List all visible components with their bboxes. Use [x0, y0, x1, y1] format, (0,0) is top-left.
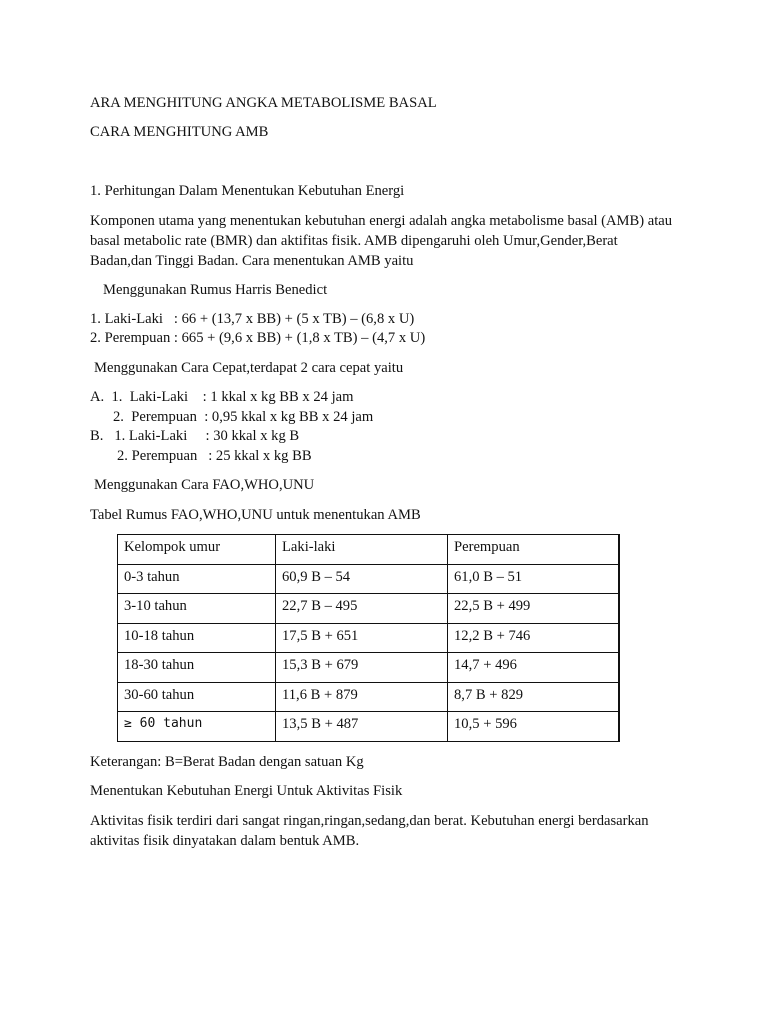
table-row — [118, 682, 619, 712]
table-cell: 22,5 B + 499 — [448, 594, 619, 624]
table-header-cell: Kelompok umur — [118, 535, 276, 565]
table-row — [118, 623, 619, 653]
table-cell: 3-10 tahun — [118, 594, 276, 624]
table-cell: 17,5 B + 651 — [276, 623, 448, 653]
harris-formula-male: 1. Laki-Laki : 66 + (13,7 x BB) + (5 x TB) – (6,8 x U) — [90, 311, 415, 327]
table-cell: 8,7 B + 829 — [448, 682, 619, 712]
table-cell: 18-30 tahun — [118, 653, 276, 683]
section-title: 1. Perhitungan Dalam Menentukan Kebutuhan Energi — [90, 183, 405, 199]
table-cell: 12,2 B + 746 — [448, 623, 619, 653]
quick-method-title: Menggunakan Cara Cepat,terdapat 2 cara cepat yaitu — [94, 360, 404, 376]
harris-benedict-title: Menggunakan Rumus Harris Benedict — [103, 282, 328, 298]
quick-method-b2: 2. Perempuan : 25 kkal x kg BB — [117, 448, 312, 464]
table-cell: ≥ 60 tahun — [118, 712, 276, 742]
table-cell: 0-3 tahun — [118, 564, 276, 594]
fao-formula-table — [117, 534, 620, 742]
intro-paragraph: Komponen utama yang menentukan kebutuhan energi adalah angka metabolisme basal (AMB) atau basal metabolic rate (BMR) dan aktifitas fisik. AMB dipengaruhi oleh Umur,Gender,Berat Badan,dan Tinggi Badan. Cara menentukan AMB yaitu — [90, 213, 673, 269]
table-row — [118, 653, 619, 683]
table-header-cell: Perempuan — [448, 535, 619, 565]
document-heading: ARA MENGHITUNG ANGKA METABOLISME BASAL — [90, 95, 437, 111]
table-caption: Tabel Rumus FAO,WHO,UNU untuk menentukan AMB — [90, 507, 421, 523]
activity-section-title: Menentukan Kebutuhan Energi Untuk Aktivitas Fisik — [90, 783, 403, 799]
table-cell: 13,5 B + 487 — [276, 712, 448, 742]
quick-method-b1: B. 1. Laki-Laki : 30 kkal x kg B — [90, 428, 300, 444]
table-cell: 10,5 + 596 — [448, 712, 619, 742]
table-cell: 14,7 + 496 — [448, 653, 619, 683]
quick-method-a1: A. 1. Laki-Laki : 1 kkal x kg BB x 24 jam — [90, 389, 354, 405]
table-row — [118, 564, 619, 594]
table-cell: 30-60 tahun — [118, 682, 276, 712]
table-header-row — [118, 535, 619, 565]
table-cell: 15,3 B + 679 — [276, 653, 448, 683]
table-cell: 10-18 tahun — [118, 623, 276, 653]
table-cell: 61,0 B – 51 — [448, 564, 619, 594]
quick-method-a2: 2. Perempuan : 0,95 kkal x kg BB x 24 jam — [113, 409, 374, 425]
table-cell: 60,9 B – 54 — [276, 564, 448, 594]
activity-paragraph: Aktivitas fisik terdiri dari sangat ringan,ringan,sedang,dan berat. Kebutuhan energi berdasarkan aktivitas fisik dinyatakan dalam bentuk AMB. — [90, 813, 649, 849]
document-subheading: CARA MENGHITUNG AMB — [90, 124, 269, 140]
fao-method-title: Menggunakan Cara FAO,WHO,UNU — [94, 477, 315, 493]
table-header-cell: Laki-laki — [276, 535, 448, 565]
table-row — [118, 594, 619, 624]
table-cell: 22,7 B – 495 — [276, 594, 448, 624]
table-note: Keterangan: B=Berat Badan dengan satuan Kg — [90, 754, 364, 770]
table-cell: 11,6 B + 879 — [276, 682, 448, 712]
table-row — [118, 712, 619, 742]
harris-formula-female: 2. Perempuan : 665 + (9,6 x BB) + (1,8 x TB) – (4,7 x U) — [90, 330, 426, 346]
